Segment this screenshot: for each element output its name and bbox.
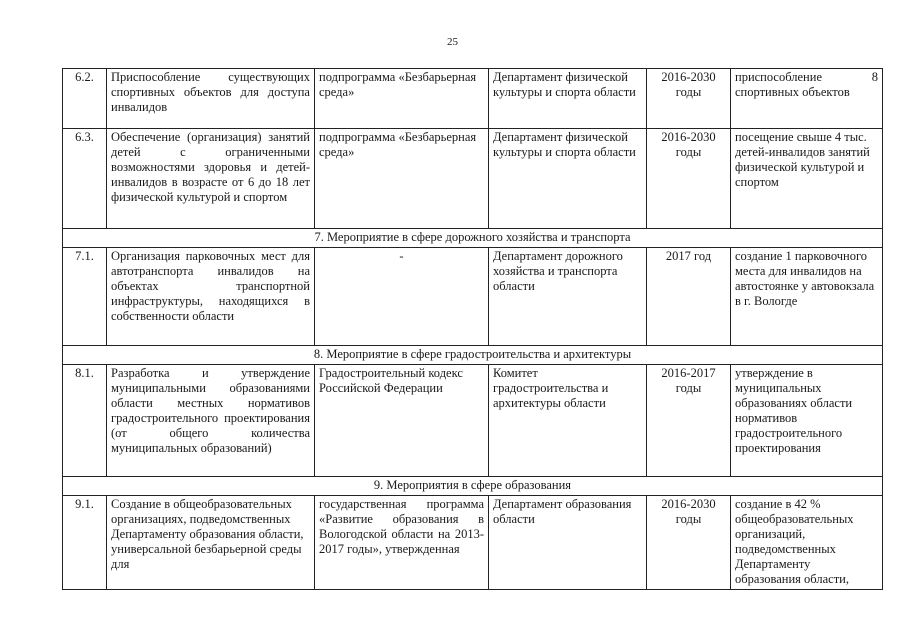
measure-name: Создание в общеобразовательных организациях, подведомственных Департаменту образования области, универсальной безбарьерной среды для	[107, 496, 315, 590]
measure-result: создание в 42 % общеобразовательных организаций, подведомственных Департаменту образования области,	[731, 496, 883, 590]
measure-executor: Комитет градостроительства и архитектуры области	[489, 365, 647, 477]
measure-program: -	[315, 248, 489, 346]
measure-program: Градостроительный кодекс Российской Федерации	[315, 365, 489, 477]
page-number: 25	[447, 36, 458, 48]
measure-period: 2017 год	[647, 248, 731, 346]
table-row	[63, 69, 883, 129]
measure-result: создание 1 парковочного места для инвалидов на автостоянке у автовокзала в г. Вологде	[731, 248, 883, 346]
measure-result: утверждение в муниципальных образованиях области нормативов градостроительного проектирования	[731, 365, 883, 477]
section-title: 8. Мероприятие в сфере градостроительства и архитектуры	[63, 346, 883, 365]
measure-program: подпрограмма «Безбарьерная среда»	[315, 129, 489, 229]
measure-period: 2016-2030 годы	[647, 496, 731, 590]
measure-name: Обеспечение (организация) занятий детей с ограниченными возможностями здоровья и детей-инвалидов в возрасте от 6 до 18 лет физической культурой и спортом	[107, 129, 315, 229]
section-row	[63, 346, 883, 365]
measure-executor: Департамент дорожного хозяйства и транспорта области	[489, 248, 647, 346]
measure-period: 2016-2017 годы	[647, 365, 731, 477]
measure-name: Организация парковочных мест для автотранспорта инвалидов на объектах транспортной инфраструктуры, находящихся в собственности области	[107, 248, 315, 346]
measure-period: 2016-2030 годы	[647, 129, 731, 229]
measure-executor: Департамент физической культуры и спорта области	[489, 129, 647, 229]
measures-table	[62, 68, 883, 590]
row-number: 6.2.	[63, 69, 107, 129]
section-row	[63, 477, 883, 496]
measure-executor: Департамент физической культуры и спорта области	[489, 69, 647, 129]
measure-result: приспособление 8 спортивных объектов	[731, 69, 883, 129]
table-row	[63, 496, 883, 590]
section-title: 9. Мероприятия в сфере образования	[63, 477, 883, 496]
measure-executor: Департамент образования области	[489, 496, 647, 590]
table-row	[63, 129, 883, 229]
section-title: 7. Мероприятие в сфере дорожного хозяйства и транспорта	[63, 229, 883, 248]
row-number: 7.1.	[63, 248, 107, 346]
measure-result: посещение свыше 4 тыс. детей-инвалидов занятий физической культурой и спортом	[731, 129, 883, 229]
section-row	[63, 229, 883, 248]
table-row	[63, 248, 883, 346]
row-number: 6.3.	[63, 129, 107, 229]
measure-program: государственная программа «Развитие образования в Вологодской области на 2013-2017 годы», утвержденная	[315, 496, 489, 590]
measure-program: подпрограмма «Безбарьерная среда»	[315, 69, 489, 129]
table-row	[63, 365, 883, 477]
measure-name: Разработка и утверждение муниципальными образованиями области местных нормативов градостроительного проектирования (от общего количества муниципальных образований)	[107, 365, 315, 477]
measure-name: Приспособление существующих спортивных объектов для доступа инвалидов	[107, 69, 315, 129]
row-number: 8.1.	[63, 365, 107, 477]
row-number: 9.1.	[63, 496, 107, 590]
measure-period: 2016-2030 годы	[647, 69, 731, 129]
